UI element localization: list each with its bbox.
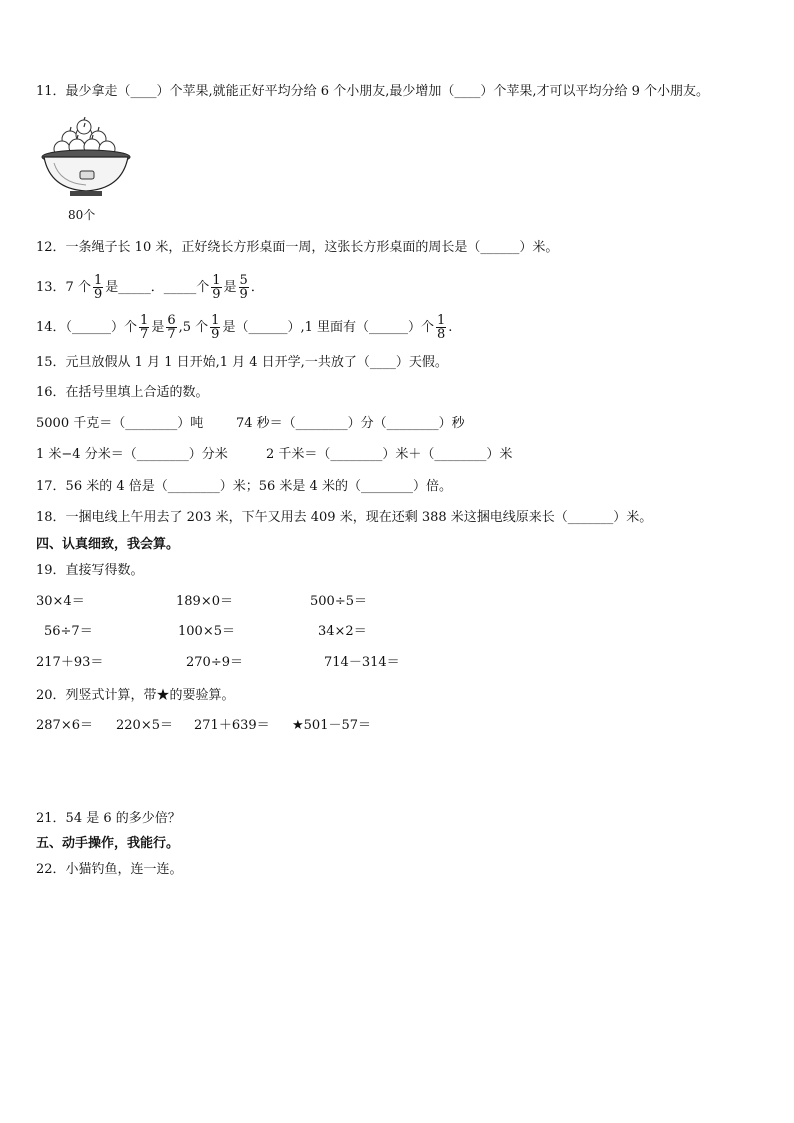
conversion-item: 1 米−4 分米＝（________）分米	[36, 447, 228, 462]
column-calc-item: 287×6＝	[36, 718, 93, 733]
question-22: 22．小猫钓鱼，连一连。	[36, 862, 183, 877]
oral-calc-item: 100×5＝	[178, 624, 235, 639]
column-calc-item: 220×5＝	[116, 718, 173, 733]
conversion-item: 5000 千克＝（________）吨	[36, 416, 204, 431]
conversion-item: 2 千米＝（________）米＋（________）米	[266, 447, 513, 462]
fraction: $\frac{5}{9}$	[239, 273, 248, 302]
column-calc-item: ★501－57＝	[292, 718, 372, 733]
question-21: 21．54 是 6 的多少倍？	[36, 811, 181, 826]
oral-calc-item: 56÷7＝	[44, 624, 93, 639]
oral-calc-item: 500÷5＝	[310, 594, 367, 609]
basket-caption: 80个	[68, 208, 96, 222]
oral-calc-item: 34×2＝	[318, 624, 367, 639]
question-20-title: 20．列竖式计算，带★的要验算。	[36, 688, 235, 703]
oral-calc-item: 714－314＝	[324, 655, 400, 670]
oral-calc-item: 189×0＝	[176, 594, 233, 609]
fraction: $\frac{1}{8}$	[437, 313, 446, 342]
fraction: $\frac{1}{9}$	[93, 273, 103, 302]
question-18: 18．一捆电线上午用去了 203 米，下午又用去 409 米，现在还剩 388 米这捆电线原来长（_______）米。	[36, 510, 653, 525]
fraction: $\frac{6}{7}$	[167, 313, 176, 342]
question-16-title: 16．在括号里填上合适的数。	[36, 385, 209, 400]
oral-calc-item: 30×4＝	[36, 594, 85, 609]
question-13: 13．7 个 $\frac{1}{9}$ 是_____．_____个 $\frac{1}{9}$ 是 $\frac{5}{9}$ ．	[36, 273, 264, 302]
apple-basket-image	[40, 117, 132, 197]
oral-calc-item: 270÷9＝	[186, 655, 243, 670]
question-12: 12．一条绳子长 10 米，正好绕长方形桌面一周，这张长方形桌面的周长是（______）米。	[36, 240, 559, 255]
fraction: $\frac{1}{9}$	[212, 273, 221, 302]
fraction: $\frac{1}{7}$	[140, 313, 149, 342]
question-17: 17．56 米的 4 倍是（________）米；56 米是 4 米的（________）倍。	[36, 479, 452, 494]
section-4-heading: 四、认真细致，我会算。	[36, 537, 180, 552]
question-19-title: 19．直接写得数。	[36, 563, 144, 578]
conversion-item: 74 秒＝（________）分（________）秒	[236, 416, 465, 431]
oral-calc-item: 217＋93＝	[36, 655, 104, 670]
section-5-heading: 五、动手操作，我能行。	[36, 836, 180, 851]
question-15: 15．元旦放假从 1 月 1 日开始,1 月 4 日开学,一共放了（____）天假。	[36, 355, 448, 370]
column-calc-item: 271＋639＝	[194, 718, 270, 733]
question-11: 11．最少拿走（____）个苹果,就能正好平均分给 6 个小朋友,最少增加（____）个苹果,才可以平均分给 9 个小朋友。	[36, 84, 710, 99]
fraction: $\frac{1}{9}$	[211, 313, 220, 342]
question-14: 14．（______）个 $\frac{1}{7}$ 是 $\frac{6}{7}$ ,5 个 $\frac{1}{9}$ 是（______）,1 里面有（______）个 $\frac{1}{8}$ .	[36, 313, 453, 342]
